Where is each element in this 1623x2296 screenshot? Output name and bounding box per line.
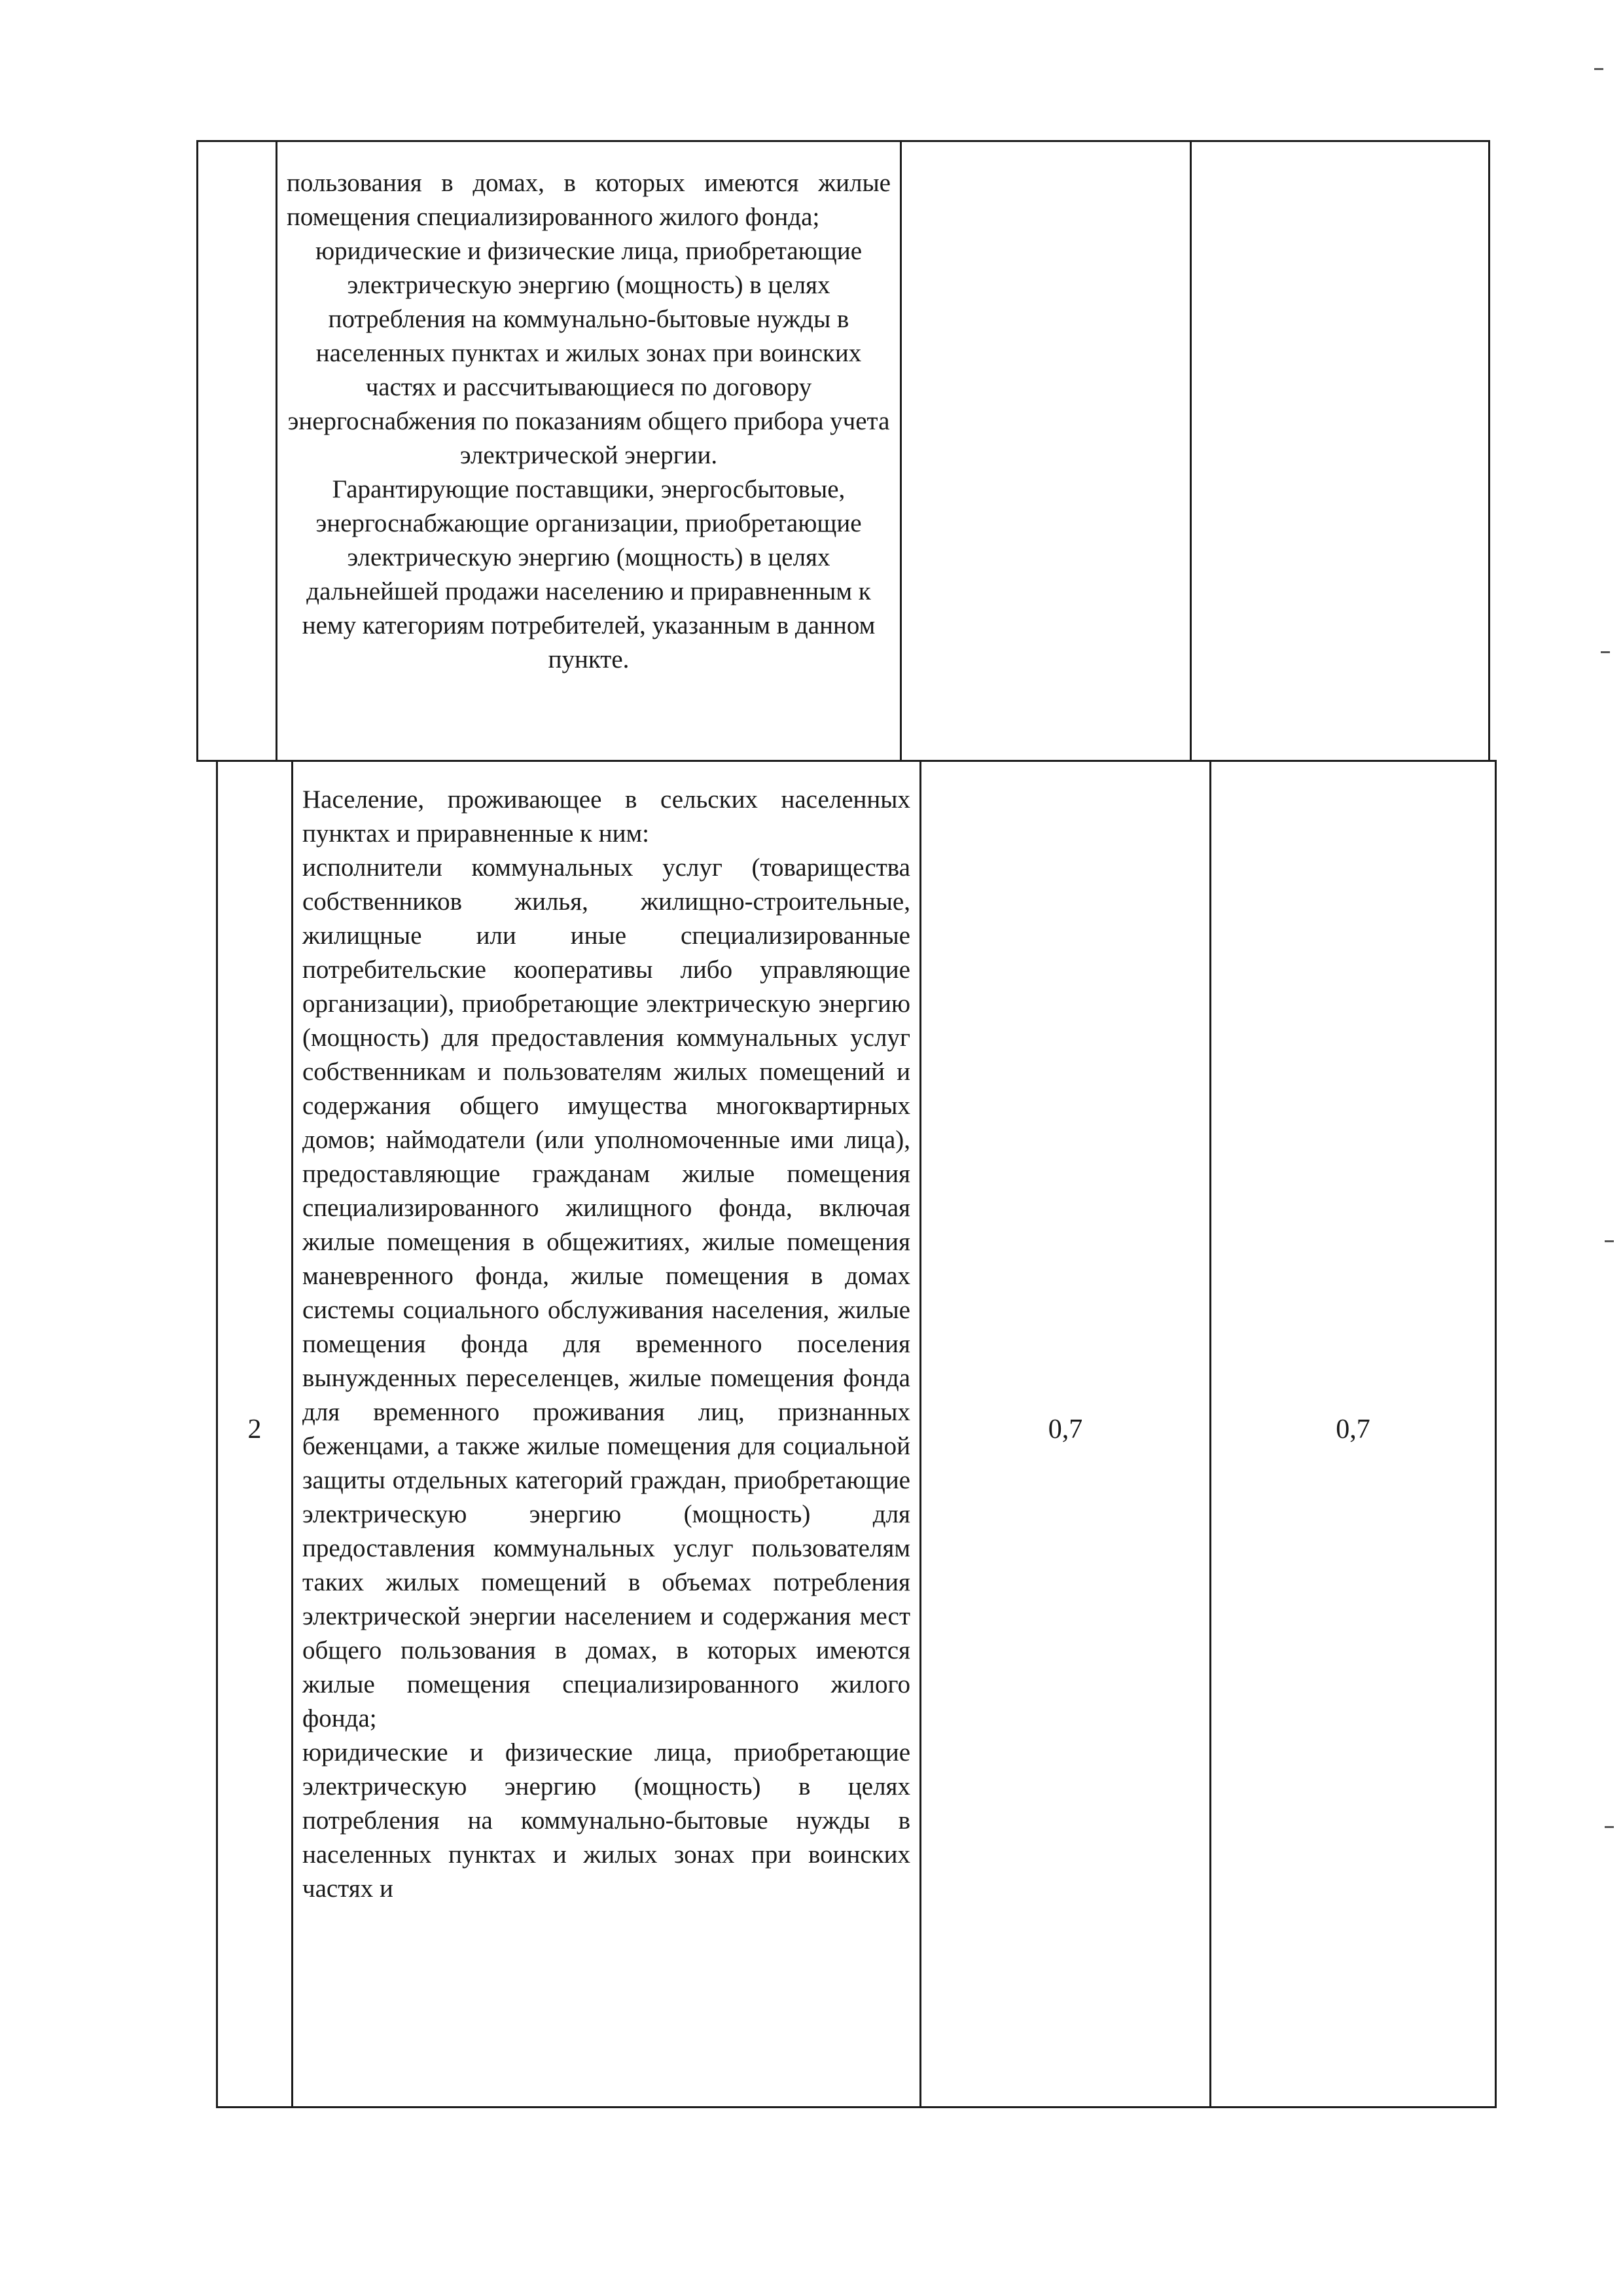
row1-description <box>277 157 900 677</box>
row2-paragraph-3: юридические и физические лица, приобретающие электрическую энергию (мощность) в целях потребления на коммунально-бытовые нужды в населенных пунктах и жилых зонах при воинских частях и <box>302 1738 910 1903</box>
scan-mark <box>1605 1826 1614 1828</box>
scan-mark <box>1594 68 1603 70</box>
row1-paragraph-2: юридические и физические лица, приобретающие электрическую энергию (мощность) в целях потребления на коммунально-бытовые нужды в населенных пунктах и жилых зонах при воинских частях и рассчитывающиеся по договору энергоснабжения по показаниям общего прибора учета электрической энергии. <box>287 237 890 469</box>
row2-value-1: 0,7 <box>1048 1414 1083 1444</box>
row2-description <box>293 774 919 1906</box>
row2-paragraph-2: исполнители коммунальных услуг (товарищества собственников жилья, жилищно-строительные, жилищные или иные специализированные потребительские кооперативы либо управляющие организации), приобретающие электрическую энергию (мощность) для предоставления коммунальных услуг собственникам и пользователям жилых помещений и содержания общего имущества многоквартирных домов; наймодатели (или уполномоченные ими лица), предоставляющие гражданам жилые помещения специализированного жилищного фонда, включая жилые помещения в общежитиях, жилые помещения маневренного фонда, жилые помещения в домах системы социального обслуживания населения, жилые помещения фонда для временного поселения вынужденных переселенцев, жилые помещения фонда для временного проживания лиц, признанных беженцами, а также жилые помещения для социальной защиты отдельных категорий граждан, приобретающие электрическую энергию (мощность) для предоставления коммунальных услуг пользователям таких жилых помещений в объемах потребления электрической энергии населением и содержания мест общего пользования в домах, в которых имеются жилые помещения специализированного жилого фонда; <box>302 853 910 1732</box>
row1-paragraph-1: пользования в домах, в которых имеются жилые помещения специализированного жилого фонда; <box>287 169 891 231</box>
row1-value1-cell <box>900 140 1192 762</box>
row2-value-2: 0,7 <box>1336 1414 1370 1444</box>
scan-mark <box>1601 651 1610 653</box>
row1-number-cell <box>196 140 277 762</box>
row1-paragraph-3: Гарантирующие поставщики, энергосбытовые, энергоснабжающие организации, приобретающие электрическую энергию (мощность) в целях дальнейшей продажи населению и приравненным к нему категориям потребителей, указанным в данном пункте. <box>302 475 876 673</box>
row1-value2-cell <box>1190 140 1490 762</box>
scan-mark <box>1605 1240 1614 1242</box>
row2-number: 2 <box>247 1414 262 1444</box>
row2-paragraph-1: Население, проживающее в сельских населенных пунктах и приравненные к ним: <box>302 785 910 848</box>
